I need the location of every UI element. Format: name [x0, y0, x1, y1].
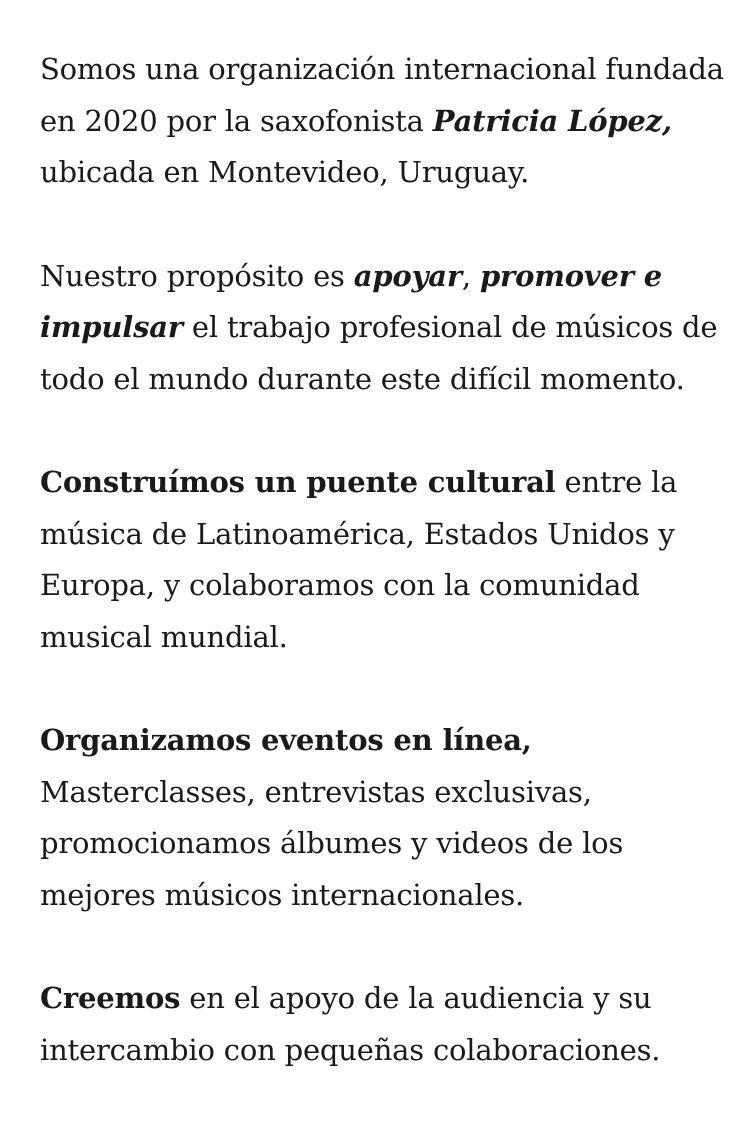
- purpose-emphasis-support: apoyar: [353, 258, 462, 293]
- purpose-text-start: Nuestro propósito es: [40, 258, 354, 293]
- about-text-start: Somos una organización internacional fundada en 2020 por la saxofonista: [40, 52, 724, 138]
- founder-name: Patricia López,: [432, 103, 672, 138]
- paragraph-belief: [40, 973, 730, 1076]
- bridge-heading: Construímos un puente cultural: [40, 465, 556, 499]
- bridge-text: entre la música de Latinoamérica, Estados Unidos y Europa, y colaboramos con la comunidad musical mundial.: [40, 465, 678, 654]
- purpose-emphasis-promote: promover e impulsar: [40, 258, 663, 344]
- purpose-separator: ,: [461, 258, 480, 293]
- paragraph-about: [40, 44, 730, 199]
- about-text-end: ubicada en Montevideo, Uruguay.: [40, 155, 530, 189]
- events-heading: Organizamos eventos en línea,: [40, 723, 532, 757]
- paragraph-events: [40, 715, 730, 921]
- purpose-text-end: el trabajo profesional de músicos de todo el mundo durante este difícil momento.: [40, 310, 718, 396]
- belief-heading: Creemos: [40, 981, 181, 1015]
- belief-text: en el apoyo de la audiencia y su intercambio con pequeñas colaboraciones.: [40, 981, 661, 1067]
- events-text: Masterclasses, entrevistas exclusivas, promocionamos álbumes y videos de los mejores músicos internacionales.: [40, 774, 624, 912]
- paragraph-purpose: [40, 251, 730, 406]
- paragraph-bridge: [40, 457, 730, 663]
- article-body: [40, 44, 730, 1128]
